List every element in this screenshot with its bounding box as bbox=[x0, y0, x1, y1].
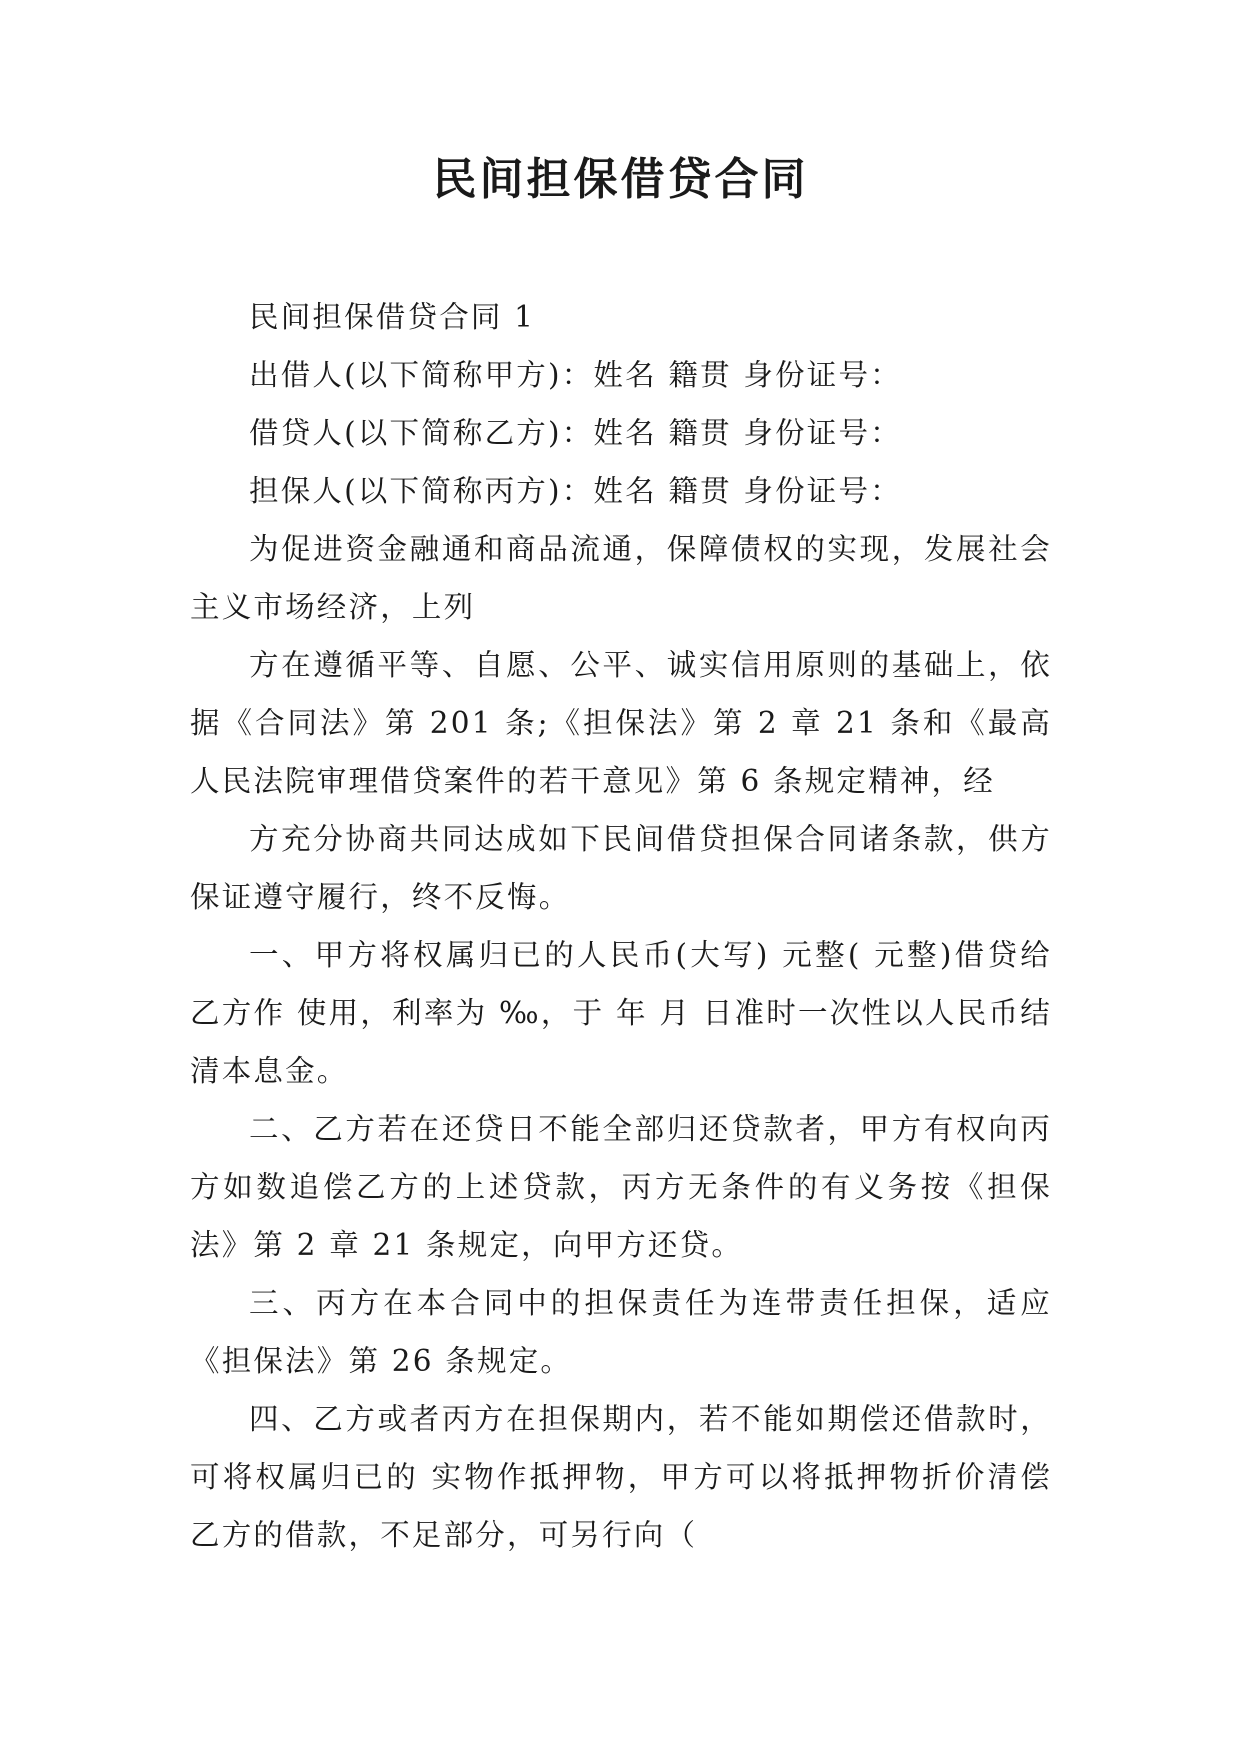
document-body bbox=[190, 288, 1052, 1564]
paragraph-heading: 民间担保借贷合同 1 bbox=[249, 300, 536, 334]
paragraph-clause-3: 三、丙方在本合同中的担保责任为连带责任担保，适应《担保法》第 26 条规定。 bbox=[190, 1286, 1052, 1378]
paragraph-borrower: 借贷人(以下简称乙方)：姓名 籍贯 身份证号： bbox=[249, 416, 902, 450]
paragraph-clause-4: 四、乙方或者丙方在担保期内，若不能如期偿还借款时，可将权属归已的 实物作抵押物，甲方可以将抵押物折价清偿乙方的借款，不足部分，可另行向（ bbox=[190, 1402, 1052, 1552]
paragraph-clause-2: 二、乙方若在还贷日不能全部归还贷款者，甲方有权向丙方如数追偿乙方的上述贷款，丙方无条件的有义务按《担保法》第 2 章 21 条规定，向甲方还贷。 bbox=[190, 1112, 1052, 1262]
paragraph-legal-basis: 方在遵循平等、自愿、公平、诚实信用原则的基础上，依据《合同法》第 201 条;《担保法》第 2 章 21 条和《最高人民法院审理借贷案件的若干意见》第 6 条规定精神，经 bbox=[190, 648, 1052, 798]
paragraph-lender: 出借人(以下简称甲方)：姓名 籍贯 身份证号： bbox=[249, 358, 902, 392]
paragraph-clause-1: 一、甲方将权属归已的人民币(大写) 元整( 元整)借贷给乙方作 使用，利率为 ‰，于 年 月 日准时一次性以人民币结清本息金。 bbox=[190, 938, 1052, 1088]
paragraph-purpose: 为促进资金融通和商品流通，保障债权的实现，发展社会主义市场经济，上列 bbox=[190, 532, 1052, 624]
document-title: 民间担保借贷合同 bbox=[432, 154, 809, 205]
paragraph-guarantor: 担保人(以下简称丙方)：姓名 籍贯 身份证号： bbox=[249, 474, 902, 508]
paragraph-agreement: 方充分协商共同达成如下民间借贷担保合同诸条款，供方保证遵守履行，终不反悔。 bbox=[190, 822, 1052, 914]
